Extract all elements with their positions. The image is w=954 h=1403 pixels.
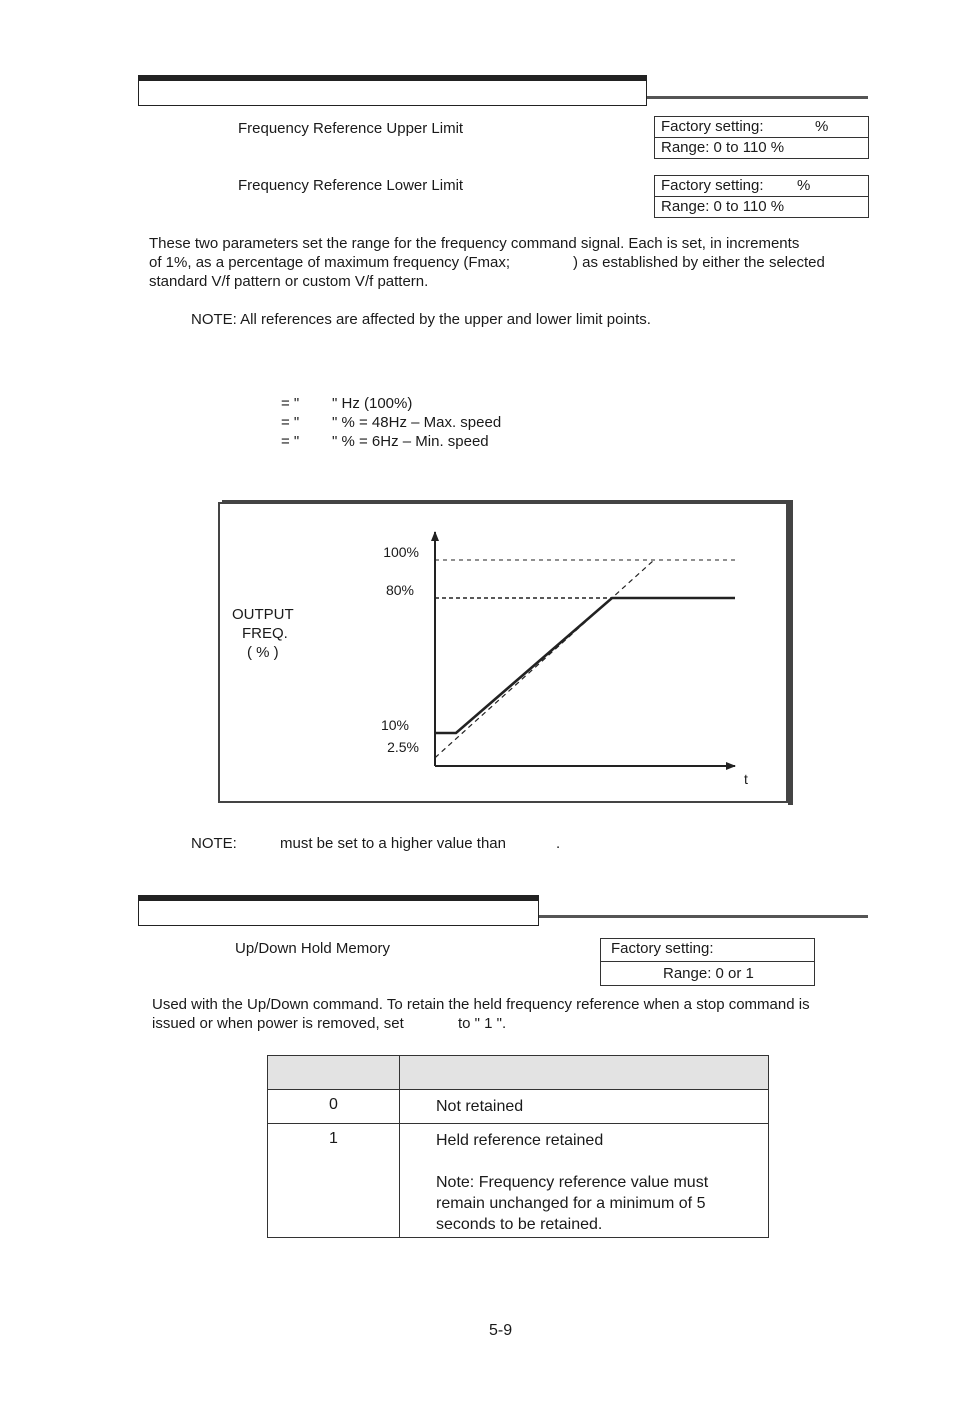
page-number: 5-9 xyxy=(489,1322,513,1339)
table-cell-desc: Not retained xyxy=(400,1090,769,1124)
param-lower-range: Range: 0 to 110 % xyxy=(655,196,868,217)
desc-line-2a: of 1%, as a percentage of maximum frequency (Fmax; xyxy=(149,254,510,271)
example-line-1-eq: = " xyxy=(281,395,300,412)
note2-prefix: NOTE: xyxy=(191,835,237,852)
param-updown-factory: Factory setting: xyxy=(611,940,714,957)
table-cell-value: 1 xyxy=(268,1124,400,1238)
desc-line-1: These two parameters set the range for the frequency command signal. Each is set, in increments xyxy=(149,235,800,252)
chart-y-tick-label: 80% xyxy=(385,582,414,598)
param-updown-name: Up/Down Hold Memory xyxy=(235,940,391,957)
param-lower-factory: Factory setting: % xyxy=(661,177,811,194)
chart-y-tick-label: 10% xyxy=(380,717,409,733)
chart-series-limited xyxy=(435,598,735,733)
chart-ylabel-line-2: FREQ. xyxy=(242,625,288,642)
chart-ylabel-line-1: OUTPUT xyxy=(232,606,294,623)
table-header-function xyxy=(400,1056,769,1090)
param-lower-factory-unit: % xyxy=(797,177,811,194)
note-limits: NOTE: All references are affected by the upper and lower limit points. xyxy=(191,311,651,328)
section2-header-tab xyxy=(138,895,539,926)
section2-header-rule xyxy=(539,915,868,918)
example-line-3-rest: " % = 6Hz – Min. speed xyxy=(332,433,489,450)
example-line-2-rest: " % = 48Hz – Max. speed xyxy=(332,414,502,431)
desc-line-2b: ) as established by either the selected xyxy=(573,254,825,271)
note-upper-lower xyxy=(191,834,561,853)
desc2-line-2a: issued or when power is removed, set xyxy=(152,1015,404,1032)
example-line-3-eq: = " xyxy=(281,433,300,450)
note2-end: . xyxy=(556,835,561,852)
table-cell-desc: Held reference retained Note: Frequency reference value must remain unchanged for a minimum of 5 seconds to be retained. xyxy=(400,1124,769,1238)
note2-middle: must be set to a higher value than xyxy=(280,835,506,852)
chart-y-tick-label: 2.5% xyxy=(387,739,419,755)
param-upper-range: Range: 0 to 110 % xyxy=(655,137,868,158)
param-upper-factory-unit: % xyxy=(815,118,829,135)
table-row xyxy=(268,1124,769,1238)
desc2-line-2b: to " 1 ". xyxy=(458,1015,507,1032)
example-line-2-eq: = " xyxy=(281,414,300,431)
chart-x-axis-label: t xyxy=(744,771,748,787)
desc-line-3: standard V/f pattern or custom V/f pattern. xyxy=(149,273,429,290)
table-cell-value: 0 xyxy=(268,1090,400,1124)
param-updown-range: Range: 0 or 1 xyxy=(601,961,814,985)
param-lower-name: Frequency Reference Lower Limit xyxy=(238,177,464,194)
table-header-setting xyxy=(268,1056,400,1090)
desc2-line-1: Used with the Up/Down command. To retain the held frequency reference when a stop command is xyxy=(152,996,810,1013)
hold-memory-table xyxy=(267,1055,769,1238)
param-upper-factory: Factory setting: % xyxy=(661,118,829,135)
param-upper-name: Frequency Reference Upper Limit xyxy=(238,120,464,137)
table-row xyxy=(268,1090,769,1124)
chart-ylabel-line-3: ( % ) xyxy=(247,644,279,661)
chart-series-ideal xyxy=(435,560,654,758)
chart-y-tick-label: 100% xyxy=(383,544,419,560)
param-updown-box xyxy=(600,938,815,986)
example-line-1-rest: " Hz (100%) xyxy=(332,395,413,412)
table-header-row xyxy=(268,1056,769,1090)
